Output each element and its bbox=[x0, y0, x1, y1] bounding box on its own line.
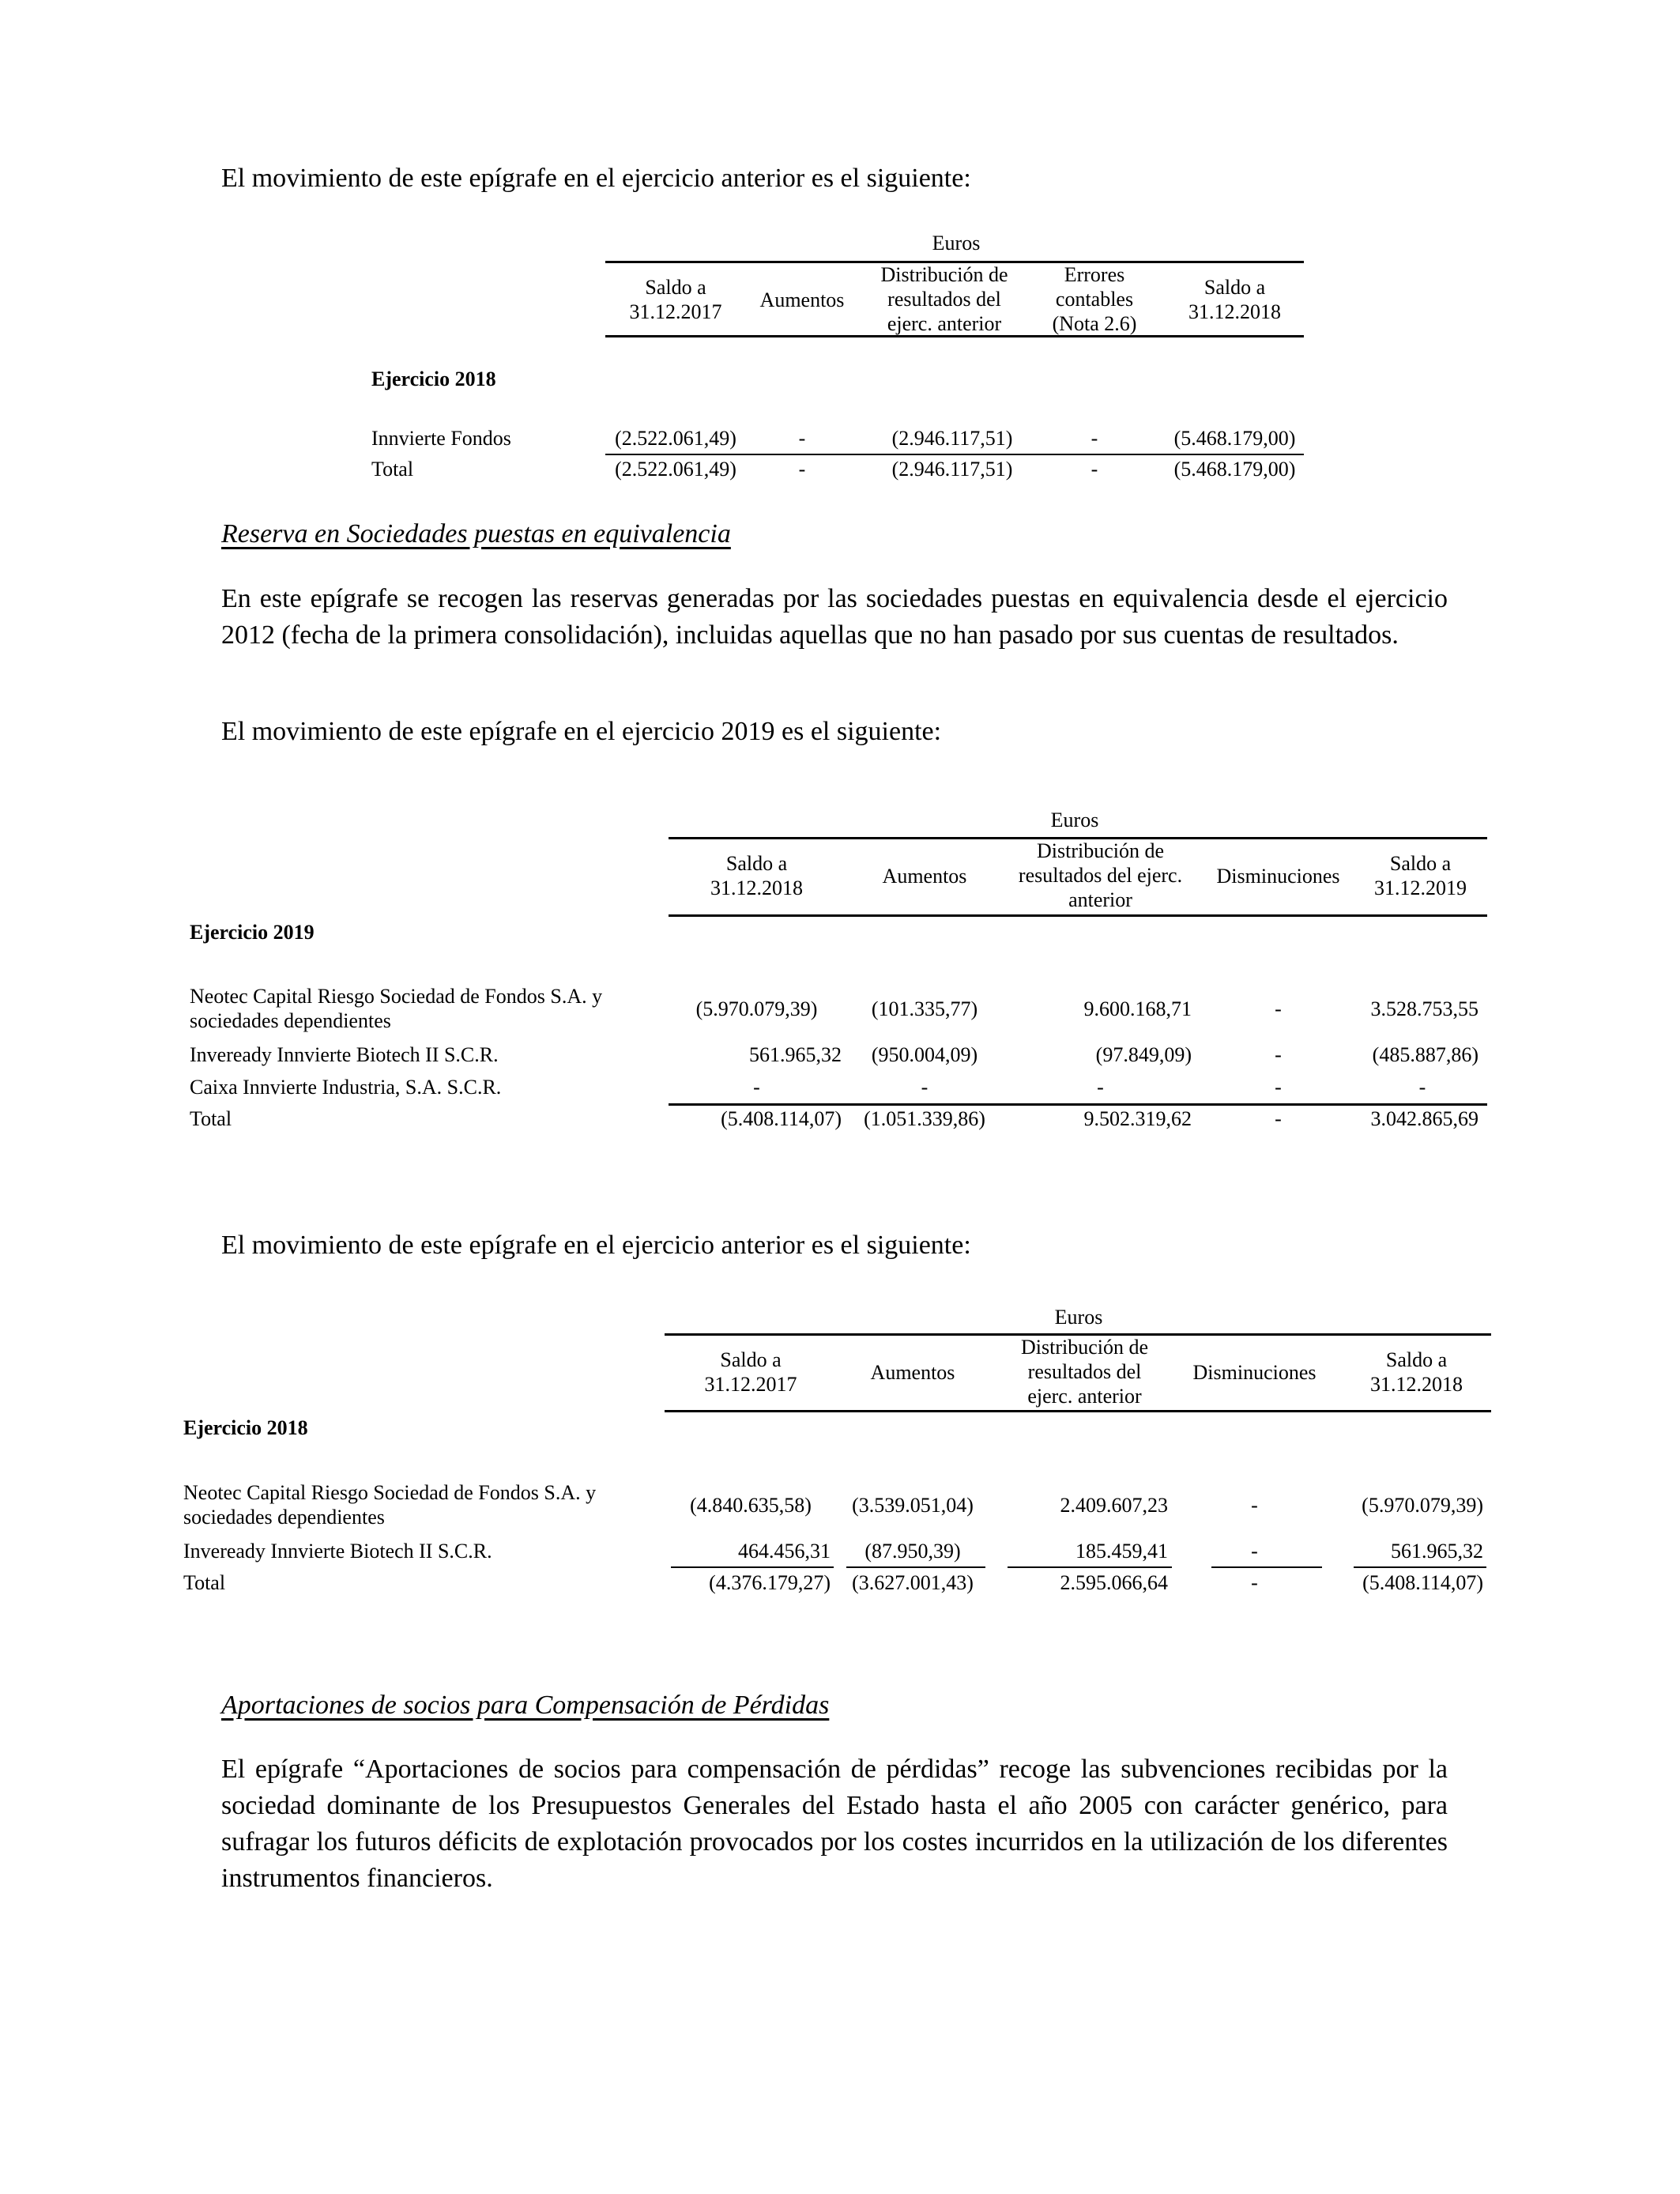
cell-value: (3.539.051,04) bbox=[852, 1494, 974, 1517]
cell-value: (485.887,86) bbox=[1372, 1043, 1478, 1066]
total-rule bbox=[605, 454, 1304, 455]
cell-value: (5.970.079,39) bbox=[695, 997, 818, 1020]
section-heading-reserva: Reserva en Sociedades puestas en equivalencia bbox=[221, 519, 731, 548]
cell-value: (97.849,09) bbox=[1095, 1043, 1192, 1066]
column-header: Aumentos bbox=[882, 865, 967, 888]
cell-value: (4.840.635,58) bbox=[690, 1494, 812, 1517]
table-euros-header: Euros bbox=[932, 232, 981, 254]
row-label-total: Total bbox=[183, 1571, 226, 1594]
section-heading-aportaciones: Aportaciones de socios para Compensación de Pérdidas bbox=[221, 1691, 830, 1720]
table-euros-header: Euros bbox=[1054, 1306, 1103, 1329]
total-rule bbox=[1008, 1566, 1172, 1568]
cell-value: 2.409.607,23 bbox=[1060, 1494, 1168, 1517]
section-label: Ejercicio 2019 bbox=[190, 921, 315, 944]
column-header: Disminuciones bbox=[1192, 1361, 1317, 1384]
intro-paragraph-2019: El movimiento de este epígrafe en el ejercicio 2019 es el siguiente: bbox=[221, 717, 942, 746]
cell-value: 561.965,32 bbox=[1391, 1540, 1483, 1563]
cell-value: (2.946.117,51) bbox=[891, 458, 1013, 481]
total-rule bbox=[1354, 1566, 1486, 1568]
cell-value: (5.408.114,07) bbox=[721, 1107, 842, 1130]
cell-value: - bbox=[1090, 458, 1098, 481]
column-header: Saldo a 31.12.2018 bbox=[1188, 276, 1281, 323]
cell-value: 185.459,41 bbox=[1075, 1540, 1168, 1563]
cell-value: (950.004,09) bbox=[871, 1043, 978, 1066]
column-header: Saldo a 31.12.2017 bbox=[629, 276, 722, 323]
table-header-bottom-rule bbox=[665, 1410, 1491, 1412]
row-label-total: Total bbox=[371, 458, 414, 481]
cell-value: - bbox=[921, 1076, 929, 1099]
cell-value: 464.456,31 bbox=[738, 1540, 831, 1563]
cell-value: - bbox=[1251, 1494, 1258, 1517]
cell-value: - bbox=[798, 427, 806, 450]
cell-value: (5.468.179,00) bbox=[1173, 458, 1296, 481]
cell-value: - bbox=[753, 1076, 760, 1099]
cell-value: - bbox=[1251, 1540, 1258, 1563]
total-rule bbox=[671, 1566, 834, 1568]
cell-value: 9.502.319,62 bbox=[1083, 1107, 1192, 1130]
column-header: Aumentos bbox=[759, 288, 845, 311]
cell-value: (4.376.179,27) bbox=[709, 1571, 831, 1594]
column-header: Errores contables (Nota 2.6) bbox=[1052, 263, 1137, 335]
column-header: Aumentos bbox=[870, 1361, 955, 1384]
column-header: Saldo a 31.12.2017 bbox=[704, 1348, 797, 1396]
column-header: Distribución de resultados del ejerc. anterior bbox=[1018, 839, 1183, 911]
column-header: Distribución de resultados del ejerc. anterior bbox=[1020, 1336, 1149, 1408]
column-header: Saldo a 31.12.2019 bbox=[1374, 852, 1467, 899]
intro-paragraph-prior-year-2: El movimiento de este epígrafe en el ejercicio anterior es el siguiente: bbox=[221, 1231, 971, 1260]
row-label: Innvierte Fondos bbox=[371, 427, 511, 450]
table-euros-header: Euros bbox=[1050, 809, 1099, 831]
cell-value: - bbox=[798, 458, 806, 481]
cell-value: (5.468.179,00) bbox=[1173, 427, 1296, 450]
cell-value: (3.627.001,43) bbox=[852, 1571, 974, 1594]
row-label: Caixa Innvierte Industria, S.A. S.C.R. bbox=[190, 1076, 502, 1099]
cell-value: 9.600.168,71 bbox=[1083, 997, 1192, 1020]
column-header: Saldo a 31.12.2018 bbox=[710, 852, 803, 899]
row-label: Neotec Capital Riesgo Sociedad de Fondos S.A. y sociedades dependientes bbox=[183, 1481, 597, 1529]
column-header: Saldo a 31.12.2018 bbox=[1370, 1348, 1463, 1396]
section-label: Ejercicio 2018 bbox=[183, 1416, 308, 1439]
cell-value: 3.042.865,69 bbox=[1370, 1107, 1478, 1130]
cell-value: (2.946.117,51) bbox=[891, 427, 1013, 450]
cell-value: - bbox=[1275, 1076, 1282, 1099]
total-rule bbox=[669, 1103, 1487, 1106]
cell-value: - bbox=[1251, 1571, 1258, 1594]
cell-value: - bbox=[1418, 1076, 1426, 1099]
cell-value: (1.051.339,86) bbox=[864, 1107, 985, 1130]
table-header-bottom-rule bbox=[605, 335, 1304, 337]
row-label-total: Total bbox=[190, 1107, 232, 1130]
total-rule bbox=[1211, 1566, 1322, 1568]
row-label: Inveready Innvierte Biotech II S.C.R. bbox=[190, 1043, 499, 1066]
section-label: Ejercicio 2018 bbox=[371, 368, 496, 390]
cell-value: (101.335,77) bbox=[871, 997, 978, 1020]
total-rule bbox=[846, 1566, 985, 1568]
cell-value: 2.595.066,64 bbox=[1060, 1571, 1168, 1594]
aportaciones-description-paragraph: El epígrafe “Aportaciones de socios para compensación de pérdidas” recoge las subvenciones recibidas por la sociedad dominante de los Presupuestos Generales del Estado hasta el año 2005 con carácter genérico, para sufragar los futuros déficits de explotación provocados por los costes incurridos en la utilización de los diferentes instrumentos financieros. bbox=[221, 1755, 1448, 1893]
table-header-bottom-rule bbox=[669, 914, 1487, 917]
cell-value: - bbox=[1090, 427, 1098, 450]
column-header: Disminuciones bbox=[1216, 865, 1340, 888]
cell-value: (2.522.061,49) bbox=[615, 427, 736, 450]
cell-value: - bbox=[1275, 1043, 1282, 1066]
cell-value: (5.408.114,07) bbox=[1362, 1571, 1483, 1594]
cell-value: 561.965,32 bbox=[749, 1043, 842, 1066]
cell-value: (87.950,39) bbox=[864, 1540, 961, 1563]
cell-value: (5.970.079,39) bbox=[1362, 1494, 1483, 1517]
cell-value: - bbox=[1275, 1107, 1282, 1130]
reserva-description-paragraph: En este epígrafe se recogen las reservas generadas por las sociedades puestas en equivalencia desde el ejercicio 2012 (fecha de la primera consolidación), incluidas aquellas que no han pasado por sus cuentas de resultados. bbox=[221, 584, 1448, 650]
row-label: Neotec Capital Riesgo Sociedad de Fondos S.A. y sociedades dependientes bbox=[190, 985, 603, 1032]
cell-value: 3.528.753,55 bbox=[1370, 997, 1478, 1020]
cell-value: - bbox=[1097, 1076, 1104, 1099]
column-header: Distribución de resultados del ejerc. anterior bbox=[880, 263, 1008, 335]
cell-value: - bbox=[1275, 997, 1282, 1020]
row-label: Inveready Innvierte Biotech II S.C.R. bbox=[183, 1540, 492, 1563]
cell-value: (2.522.061,49) bbox=[615, 458, 736, 481]
intro-paragraph-prior-year: El movimiento de este epígrafe en el ejercicio anterior es el siguiente: bbox=[221, 164, 971, 193]
